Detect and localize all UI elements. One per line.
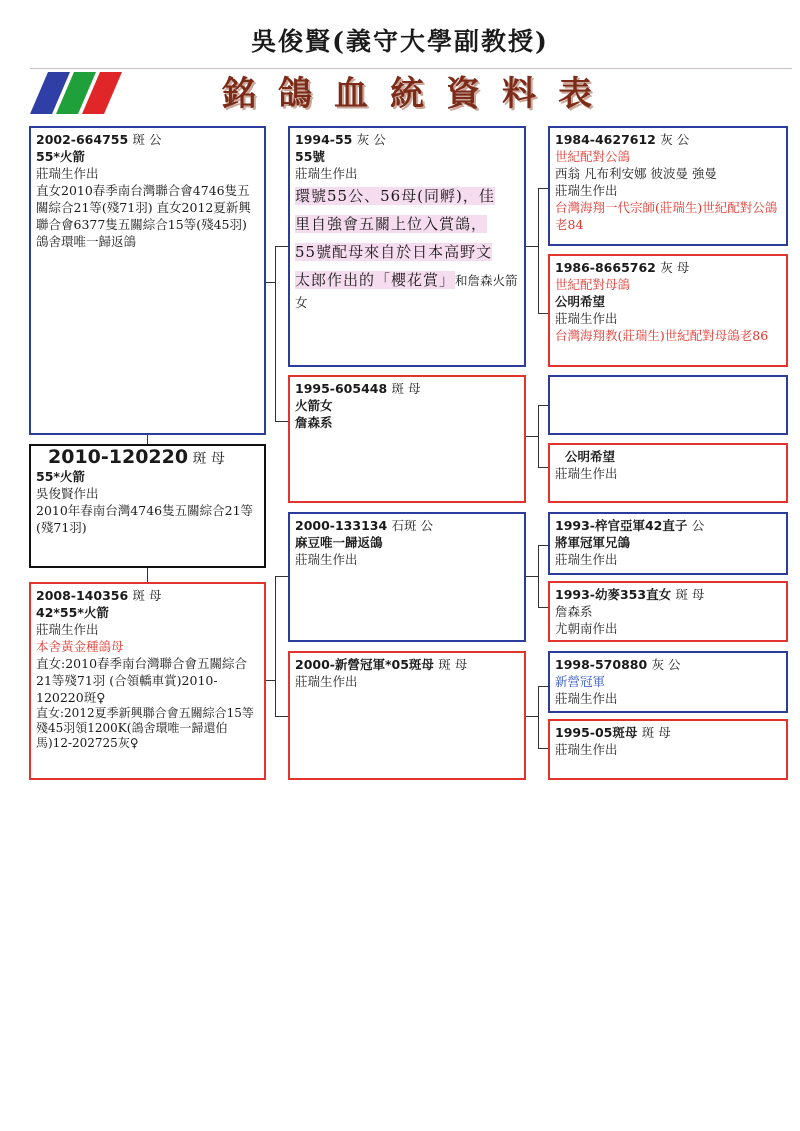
connector-line bbox=[265, 680, 275, 681]
connector-line bbox=[275, 421, 289, 422]
breeder: 莊瑞生作出 bbox=[295, 674, 358, 689]
breeder: 吳俊賢作出 bbox=[36, 486, 99, 501]
ring-number: 1995-605448 斑 母 bbox=[295, 381, 421, 396]
achievement-note: 直女:2010春季南台灣聯合會五關綜合21等殘71羽 (合領轎車賞)2010-120220斑♀ bbox=[36, 656, 248, 705]
connector-line bbox=[538, 545, 539, 607]
connector-line bbox=[538, 405, 539, 467]
pigeon-name: 55*火箭 bbox=[36, 469, 85, 484]
connector-line bbox=[526, 246, 538, 247]
sire-card bbox=[29, 126, 266, 435]
ring-number: 2008-140356 斑 母 bbox=[36, 588, 162, 603]
connector-line bbox=[526, 716, 538, 717]
sds-card bbox=[548, 375, 788, 435]
pigeon-name: 新營冠軍 bbox=[555, 674, 606, 689]
ddd-card bbox=[548, 719, 788, 780]
breeder: 莊瑞生作出 bbox=[295, 166, 358, 181]
page-title: 吳俊賢(義守大學副教授) bbox=[251, 27, 549, 56]
subject-card bbox=[29, 444, 266, 568]
ring-number: 1986-8665762 灰 母 bbox=[555, 260, 690, 275]
connector-line bbox=[538, 188, 539, 313]
highlight-title: 世紀配對公鴿 bbox=[555, 149, 631, 164]
connector-line bbox=[275, 576, 289, 577]
breeder: 莊瑞生作出 bbox=[36, 166, 99, 181]
pigeon-name: 西翁 凡布利安娜 彼波曼 強曼 bbox=[555, 166, 717, 181]
bloodline: 詹森系 bbox=[295, 415, 333, 430]
achievement-note: 直女:2012夏季新興聯合會五關綜合15等殘45羽領1200K(鴿舍環唯一歸還伯馬)12-202725灰♀ bbox=[36, 706, 254, 750]
pigeon-name: 火箭女 bbox=[295, 398, 333, 413]
banner-title: 銘鴿血統資料表 bbox=[222, 74, 614, 114]
connector-line bbox=[526, 436, 538, 437]
ssd-card bbox=[548, 254, 788, 367]
dsd-card bbox=[548, 581, 788, 642]
breeder: 莊瑞生作出 bbox=[295, 552, 358, 567]
connector-line bbox=[275, 716, 289, 717]
stripes-logo-icon bbox=[30, 72, 122, 114]
highlight-title: 世紀配對母鴿 bbox=[555, 277, 631, 292]
ring-number: 1993-梓官亞軍42直子 公 bbox=[555, 518, 705, 533]
ring-number: 1993-幼麥353直女 斑 母 bbox=[555, 587, 705, 602]
highlight-title: 本舍黃金種鴿母 bbox=[36, 639, 124, 654]
connector-line bbox=[526, 576, 538, 577]
breeder: 尤朝南作出 bbox=[555, 621, 618, 636]
pigeon-name: 55號 bbox=[295, 149, 325, 164]
connector-line bbox=[147, 434, 148, 444]
dds-card bbox=[548, 651, 788, 713]
pigeon-name: 42*55*火箭 bbox=[36, 605, 109, 620]
breeder: 莊瑞生作出 bbox=[555, 183, 618, 198]
ring-number: 2002-664755 斑 公 bbox=[36, 132, 162, 147]
breeder: 莊瑞生作出 bbox=[555, 552, 618, 567]
connector-line bbox=[275, 576, 276, 716]
pigeon-name: 公明希望 bbox=[555, 294, 606, 309]
connector-line bbox=[147, 567, 148, 582]
dam-dam-card bbox=[288, 651, 526, 780]
achievement-note: 直女2010春季南台灣聯合會4746隻五關綜合21等(殘71羽) 直女2012夏新興聯合會6377隻五關綜合15等(殘45羽)鴿舍環唯一歸返鴿 bbox=[36, 183, 251, 249]
connector-line bbox=[275, 246, 289, 247]
ring-number: 1984-4627612 灰 公 bbox=[555, 132, 690, 147]
highlight-note: 環號55公、56母(同孵)，佳 里自強會五關上位入賞鴿， 55號配母來自於日本高野文 太郎作出的「櫻花賞」和詹森火箭女 bbox=[295, 187, 518, 310]
bloodline: 詹森系 bbox=[555, 604, 593, 619]
breeder: 莊瑞生作出 bbox=[555, 311, 618, 326]
connector-line bbox=[275, 246, 276, 421]
connector-line bbox=[538, 686, 539, 748]
dam-card bbox=[29, 582, 266, 780]
ring-number: 1995-05斑母 斑 母 bbox=[555, 725, 671, 740]
pigeon-name: 55*火箭 bbox=[36, 149, 85, 164]
connector-line bbox=[265, 282, 275, 283]
pigeon-name: 麻豆唯一歸返鴿 bbox=[295, 535, 383, 550]
ring-number: 1998-570880 灰 公 bbox=[555, 657, 681, 672]
dss-card bbox=[548, 512, 788, 575]
achievement-note: 台灣海翔一代宗師(莊瑞生)世紀配對公鴿老84 bbox=[555, 200, 778, 232]
breeder: 莊瑞生作出 bbox=[555, 466, 618, 481]
sire-sire-card bbox=[288, 126, 526, 367]
ring-number: 2010-120220 斑 母 bbox=[48, 446, 225, 468]
breeder: 莊瑞生作出 bbox=[36, 622, 99, 637]
ring-number: 2000-133134 石斑 公 bbox=[295, 518, 434, 533]
breeder: 莊瑞生作出 bbox=[555, 691, 618, 706]
pigeon-name: 將軍冠軍兄鴿 bbox=[555, 535, 631, 550]
pigeon-name: 公明希望 bbox=[565, 449, 616, 464]
sdd-card bbox=[548, 443, 788, 503]
achievement-note: 2010年春南台灣4746隻五關綜合21等(殘71羽) bbox=[36, 503, 254, 535]
breeder: 莊瑞生作出 bbox=[555, 742, 618, 757]
achievement-note: 台灣海翔教(莊瑞生)世紀配對母鴿老86 bbox=[555, 328, 769, 343]
dam-sire-card bbox=[288, 512, 526, 642]
ring-number: 2000-新營冠軍*05斑母 斑 母 bbox=[295, 657, 468, 672]
sire-dam-card bbox=[288, 375, 526, 503]
sss-card bbox=[548, 126, 788, 246]
ring-number: 1994-55 灰 公 bbox=[295, 132, 386, 147]
